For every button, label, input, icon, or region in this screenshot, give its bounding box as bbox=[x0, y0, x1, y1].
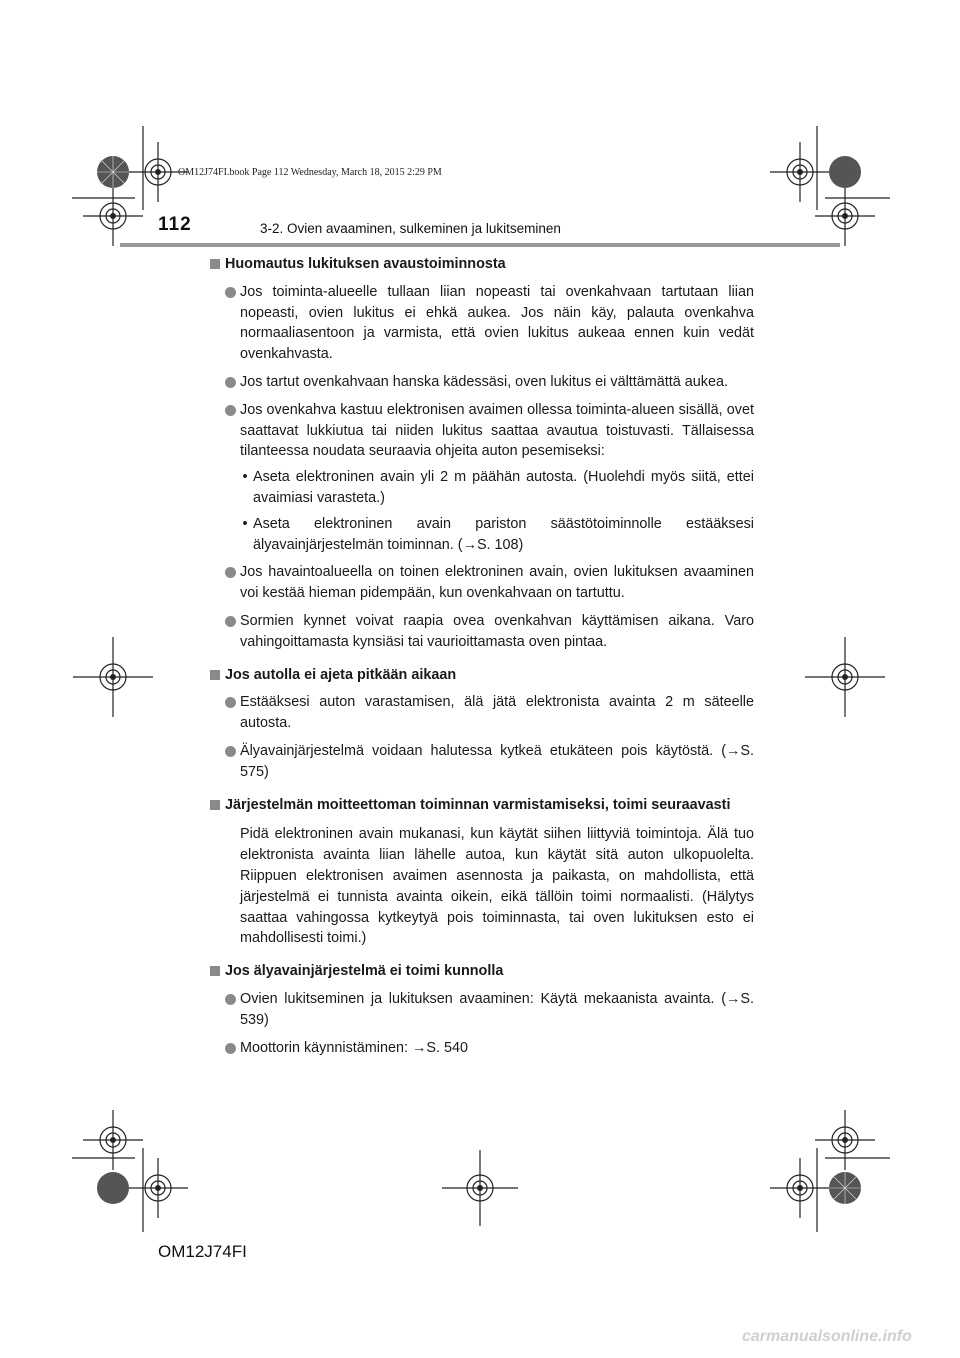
section-heading: Jos autolla ei ajeta pitkään aikaan bbox=[210, 665, 754, 686]
circle-bullet-icon bbox=[225, 616, 236, 627]
section-title: 3-2. Ovien avaaminen, sulkeminen ja lukitseminen bbox=[260, 221, 561, 236]
list-item: Jos ovenkahva kastuu elektronisen avaimen ollessa toiminta-alueen sisällä, ovet saattavat lukkiutua tai niiden lukitus saattaa avautua toistuvasti. Tällaisessa tilanteessa noudata seuraavia ohjeita auton pesemiseksi: bbox=[210, 400, 754, 462]
section-heading: Jos älyavainjärjestelmä ei toimi kunnolla bbox=[210, 961, 754, 982]
sub-list-item: • Aseta elektroninen avain yli 2 m päähän autosta. (Huolehdi myös siitä, ettei avaimiasi varasteta.) bbox=[210, 467, 754, 509]
circle-bullet-icon bbox=[225, 377, 236, 388]
circle-bullet-icon bbox=[225, 746, 236, 757]
circle-bullet-icon bbox=[225, 697, 236, 708]
list-item: Jos tartut ovenkahvaan hanska kädessäsi, oven lukitus ei välttämättä aukea. bbox=[210, 372, 754, 393]
watermark: carmanualsonline.info bbox=[742, 1328, 912, 1345]
list-item: Sormien kynnet voivat raapia ovea ovenkahvan käyttämisen aikana. Varo vahingoittamasta kynsiäsi tai vaurioittamasta oven pintaa. bbox=[210, 611, 754, 653]
circle-bullet-icon bbox=[225, 1043, 236, 1054]
square-bullet-icon bbox=[210, 966, 220, 976]
page-number: 112 bbox=[158, 214, 192, 235]
list-item: Jos toiminta-alueelle tullaan liian nopeasti tai ovenkahvaan tartutaan liian nopeasti, ovien lukitus ei ehkä aukea. Jos näin käy, palauta ovenkahva normaaliasentoon ja varmista, että ovien lukitus aukeaa ennen kuin vedät ovenkahvasta. bbox=[210, 282, 754, 365]
footer-code: OM12J74FI bbox=[158, 1242, 247, 1261]
circle-bullet-icon bbox=[225, 567, 236, 578]
square-bullet-icon bbox=[210, 800, 220, 810]
square-bullet-icon bbox=[210, 670, 220, 680]
list-item: Moottorin käynnistäminen: →S. 540 bbox=[210, 1038, 754, 1059]
circle-bullet-icon bbox=[225, 994, 236, 1005]
book-info-line: OM12J74FI.book Page 112 Wednesday, March 18, 2015 2:29 PM bbox=[178, 167, 442, 178]
list-item: Älyavainjärjestelmä voidaan halutessa kytkeä etukäteen pois käytöstä. (→S. 575) bbox=[210, 741, 754, 783]
list-item: Jos havaintoalueella on toinen elektroninen avain, ovien lukituksen avaaminen voi kestää hieman pidempään, kun ovenkahvaan on tartuttu. bbox=[210, 562, 754, 604]
list-item: Ovien lukitseminen ja lukituksen avaaminen: Käytä mekaanista avainta. (→S. 539) bbox=[210, 989, 754, 1031]
dot-bullet-icon: • bbox=[242, 469, 248, 486]
header-rule bbox=[120, 243, 840, 247]
section-heading: Järjestelmän moitteettoman toiminnan varmistamiseksi, toimi seuraavasti bbox=[210, 795, 754, 816]
circle-bullet-icon bbox=[225, 287, 236, 298]
square-bullet-icon bbox=[210, 259, 220, 269]
dot-bullet-icon: • bbox=[242, 515, 248, 532]
page-content bbox=[210, 254, 754, 1058]
section-heading: Huomautus lukituksen avaustoiminnosta bbox=[210, 254, 754, 275]
circle-bullet-icon bbox=[225, 405, 236, 416]
list-item: Estääksesi auton varastamisen, älä jätä elektronista avainta 2 m säteelle autosta. bbox=[210, 692, 754, 734]
sub-list-item: • Aseta elektroninen avain pariston säästötoiminnolle estääksesi älyavainjärjestelmän toiminnan. (→S. 108) bbox=[210, 514, 754, 556]
paragraph: Pidä elektroninen avain mukanasi, kun käytät siihen liittyviä toimintoja. Älä tuo elektronista avainta liian lähelle autoa, kun käytät sitä auton ulkopuolelta. Riippuen elektronisen avaimen asennosta ja paikasta, on mahdollista, että järjestelmä ei tunnista avainta oikein, eikä tällöin toimi normaalisti. (Hälytys saattaa vahingossa kytkeytyä pois toiminnasta, tai oven lukituksen esto ei mahdollisesti toimi.) bbox=[240, 826, 754, 947]
